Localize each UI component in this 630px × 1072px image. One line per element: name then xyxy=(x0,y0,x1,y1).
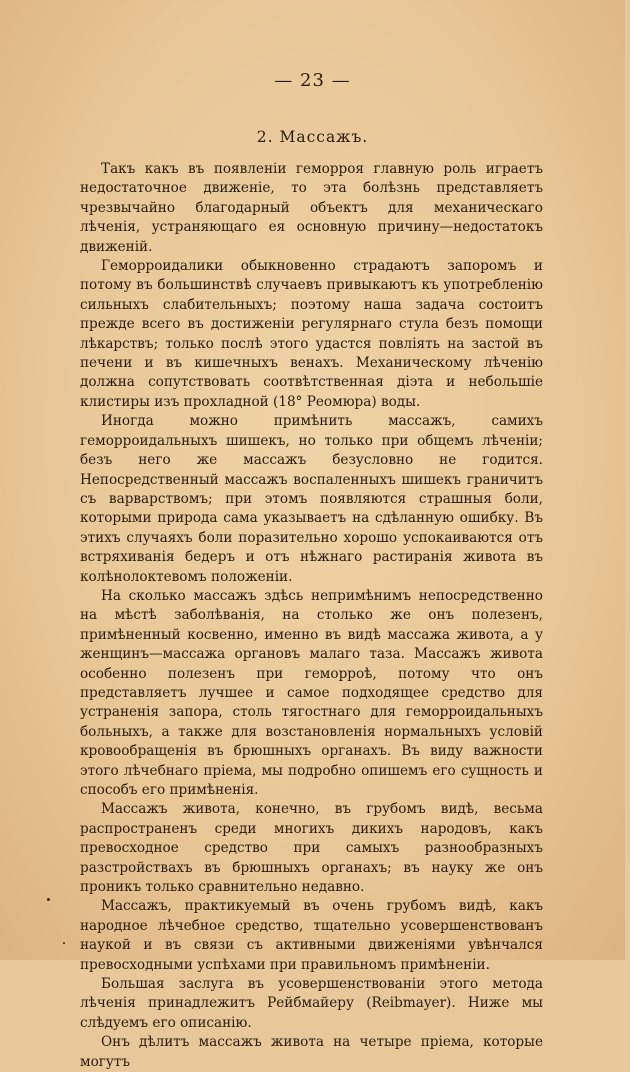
paper-speck xyxy=(47,898,50,901)
section-title: 2. Массажъ. xyxy=(256,128,369,146)
page-number: — 23 — xyxy=(274,70,351,91)
paper-speck xyxy=(63,942,65,944)
paragraph-4: На сколько массажъ здѣсь непримѣнимъ непосредственно на мѣстѣ заболѣванія, на столько же онъ полезенъ, примѣненный косвенно, именно въ видѣ массажа живота, а у женщинъ—массажа органовъ малаго таза. Массажъ живота особенно полезенъ при геморроѣ, потому что онъ представляетъ лучшее и самое подходящее средство для устраненія запора, столь тягостнаго для геморроидальныхъ больныхъ, а также для возстановленія нормальныхъ условій кровообращенія въ брюшныхъ органахъ. Въ виду важности этого лѣчебнаго пріема, мы подробно опишемъ его сущность и способъ его примѣненія. xyxy=(80,587,543,798)
paragraph-6: Массажъ, практикуемый въ очень грубомъ видѣ, какъ народное лѣчебное средство, тщательно усовершенствованъ наукой и въ связи съ активными движеніями увѣнчался превосходными успѣхами при правильномъ примѣненіи. xyxy=(80,898,543,973)
paragraph-3: Иногда можно примѣнить массажъ, самихъ геморроидальныхъ шишекъ, но только при общемъ лѣченіи; безъ него же массажъ безусловно не годится. Непосредственный массажъ воспаленныхъ шишекъ граничитъ съ варварствомъ; при этомъ появляются страшныя боли, которыми природа сама указываетъ на сдѣланную ошибку. Въ этихъ случаяхъ боли поразительно хорошо успокаиваются отъ встряхиванія бедеръ и отъ нѣжнаго растиранія живота въ колѣнолоктевомъ положеніи. xyxy=(80,413,543,585)
paragraph-7: Большая заслуга въ усовершенствованіи этого метода лѣченія принадлежитъ Рейбмайеру (Reibmayer). Ниже мы слѣдуемъ его описанію. xyxy=(80,976,543,1031)
paragraph-8: Онъ дѣлитъ массажъ живота на четыре пріема, которые могутъ xyxy=(80,1034,543,1070)
paragraph-5: Массажъ живота, конечно, въ грубомъ видѣ, весьма распространенъ среди многихъ дикихъ народовъ, какъ превосходное средство при самыхъ разнообразныхъ разстройствахъ въ брюшныхъ органахъ; въ науку же онъ проникъ только сравнительно недавно. xyxy=(80,801,543,896)
paragraph-2: Геморроидалики обыкновенно страдаютъ запоромъ и потому въ большинствѣ случаевъ привыкаютъ къ употребленію сильныхъ слабительныхъ; поэтому наша задача состоитъ прежде всего въ достиженіи регулярнаго стула безъ помощи лѣкарствъ; только послѣ этого удастся повліять на застой въ печени и въ кишечныхъ венахъ. Механическому лѣченію должна сопутствовать соотвѣтственная діэта и небольшіе клистиры изъ прохладной (18° Реомюра) воды. xyxy=(80,258,543,410)
body-text xyxy=(80,160,543,1072)
paragraph-1: Такъ какъ въ появленіи геморроя главную роль играетъ недостаточное движеніе, то эта болѣзнь представляетъ чрезвычайно благодарный объектъ для механическаго лѣченія, устраняющаго ея основную причину—недостатокъ движеній. xyxy=(80,161,543,255)
